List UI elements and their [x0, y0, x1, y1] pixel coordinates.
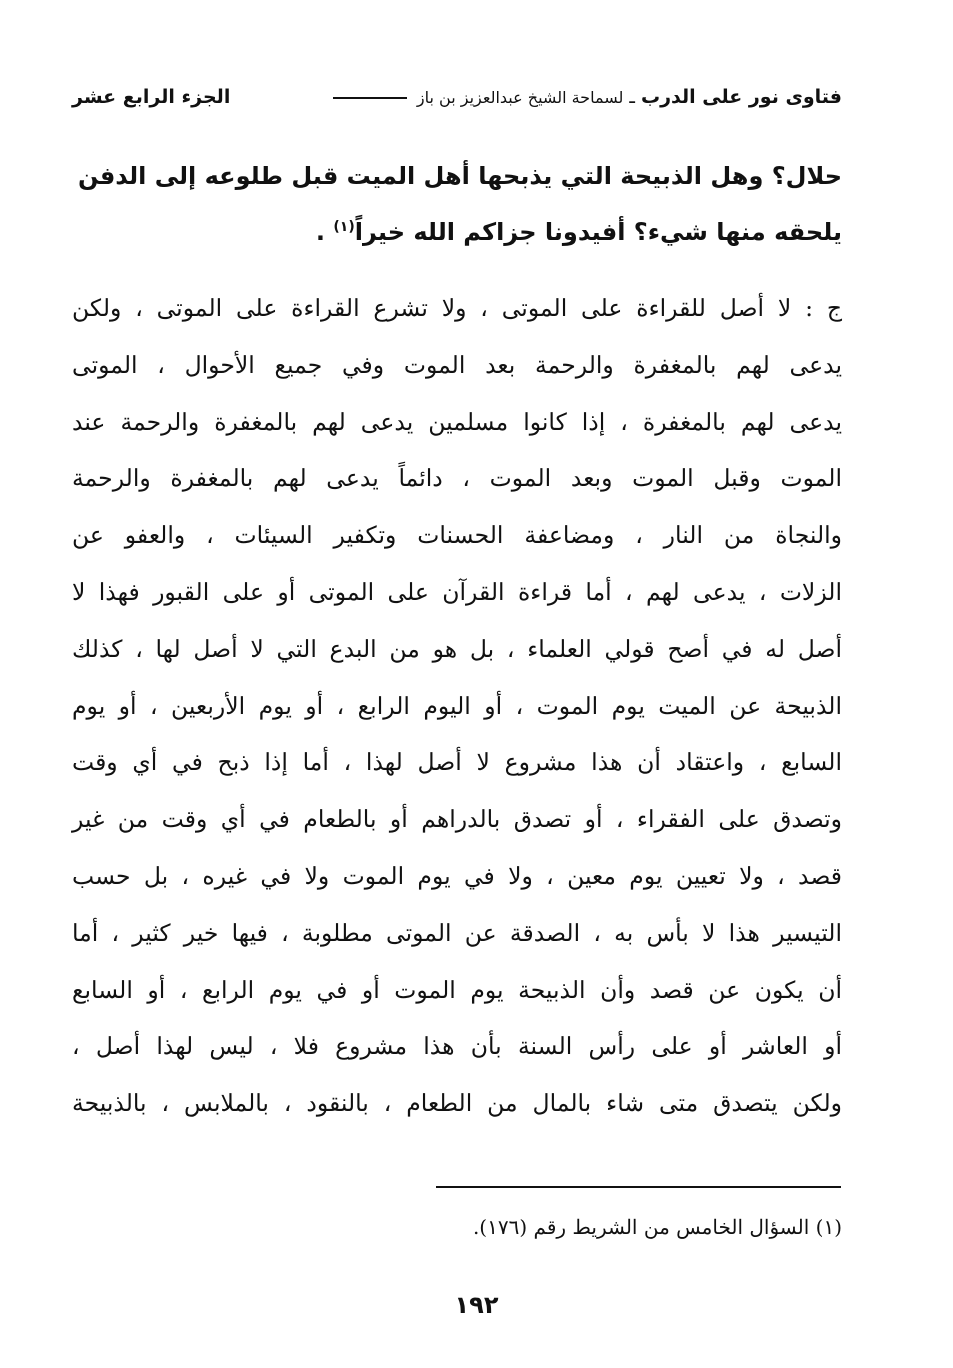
- answer-line: ج : لا أصل للقراءة على الموتى ، ولا تشرع القراءة على الموتى ، ولكن: [72, 294, 842, 322]
- question-line: حلال؟ وهل الذبيحة التي يذبحها أهل الميت قبل طلوعه إلى الدفن: [77, 162, 842, 190]
- footnote-marker: (١): [333, 219, 355, 235]
- author-name: لسماحة الشيخ عبدالعزيز بن باز: [416, 88, 624, 107]
- title-separator: ـ: [623, 86, 635, 108]
- answer-line: أن يكون عن قصد وأن الذبيحة يوم الموت أو في يوم الرابع ، أو السابع: [72, 975, 842, 1004]
- running-header: [72, 80, 842, 114]
- question-text: [72, 148, 842, 260]
- answer-line: الذبيحة عن الميت يوم الموت ، أو اليوم الرابع ، أو يوم الأربعين ، أو يوم: [72, 691, 842, 720]
- answer-line: التيسير هذا لا بأس به ، الصدقة عن الموتى مطلوبة ، فيها خير كثير ، أما: [72, 918, 842, 947]
- answer-line: أو العاشر أو على رأس السنة بأن هذا مشروع فلا ، ليس لهذا أصل ،: [72, 1032, 842, 1061]
- header-dash-line: [333, 97, 407, 99]
- answer-text: [72, 280, 842, 1132]
- footnote: (١) السؤال الخامس من الشريط رقم (١٧٦).: [472, 1215, 842, 1239]
- question-line: [72, 204, 842, 260]
- answer-line: الزلات ، يدعى لهم ، أما قراءة القرآن على الموتى أو على القبور فهذا لا: [72, 577, 842, 606]
- answer-line: يدعى لهم بالمغفرة ، إذا كانوا مسلمين يدعى لهم بالمغفرة والرحمة عند: [72, 407, 842, 436]
- book-title: فتاوى نور على الدرب: [641, 86, 842, 108]
- answer-line: الموت وقبل الموت وبعد الموت ، دائماً يدعى لهم بالمغفرة والرحمة: [72, 464, 842, 493]
- volume-label: الجزء الرابع عشر: [72, 86, 231, 108]
- question-line-text: يلحقه منها شيء؟ أفيدونا جزاكم الله خيراً: [354, 218, 842, 246]
- footnote-divider: [436, 1186, 841, 1188]
- answer-line: وتصدق على الفقراء ، أو تصدق بالدراهم أو بالطعام في أي وقت من غير: [72, 805, 842, 834]
- answer-line: والنجاة من النار ، ومضاعفة الحسنات وتكفير السيئات ، والعفو عن: [72, 521, 842, 550]
- answer-line: السابع ، واعتقاد أن هذا مشروع لا أصل لهذا ، أما إذا ذبح في أي وقت: [72, 748, 842, 777]
- page-number: ١٩٢: [454, 1291, 499, 1319]
- answer-line: يدعى لهم بالمغفرة والرحمة بعد الموت وفي جميع الأحوال ، الموتى: [72, 350, 842, 379]
- answer-line: ولكن يتصدق متى شاء بالمال من الطعام ، بالنقود ، بالملابس ، بالذبيحة: [72, 1089, 842, 1118]
- answer-line: أصل له في أصح قولي العلماء ، بل هو من البدع التي لا أصل لها ، كذلك: [72, 634, 842, 663]
- question-trailing: .: [315, 218, 334, 246]
- answer-line: قصد ، ولا تعيين يوم معين ، ولا في يوم الموت ولا في غيره ، بل حسب: [72, 861, 842, 890]
